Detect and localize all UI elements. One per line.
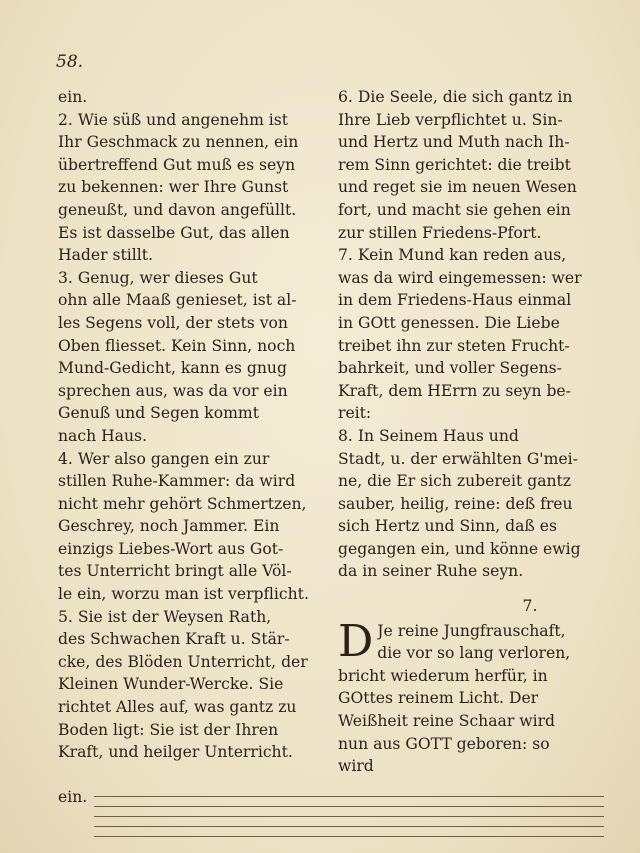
right-column xyxy=(338,86,602,778)
text-line: und Hertz und Muth nach Ih- xyxy=(338,133,570,152)
text-line: fort, und macht sie gehen ein xyxy=(338,200,571,219)
text-line: bahrkeit, und voller Segens- xyxy=(338,359,562,378)
hymn-line: Je reine Jungfrauschaft, xyxy=(377,621,566,640)
text-line: rem Sinn gerichtet: die treibt xyxy=(338,155,571,174)
staff-line xyxy=(94,816,604,817)
hymn-line: wird xyxy=(338,757,374,776)
text-line: richtet Alles auf, was gantz zu xyxy=(58,698,297,717)
text-line: 6. Die Seele, die sich gantz in xyxy=(338,88,573,106)
text-line: Oben fliesset. Kein Sinn, noch xyxy=(58,336,296,355)
text-line: 7. Kein Mund kan reden aus, xyxy=(338,246,567,265)
hymn-line: Weißheit reine Schaar wird xyxy=(338,712,556,731)
hymn-line: nun aus GOTT geboren: so xyxy=(338,734,550,753)
hymn-line: bricht wiederum herfür, in xyxy=(338,666,548,685)
text-line: stillen Ruhe-Kammer: da wird xyxy=(58,472,296,491)
hymn-number: 7. xyxy=(522,597,538,616)
text-line: in dem Friedens-Haus einmal xyxy=(338,291,572,310)
left-column xyxy=(58,86,328,764)
text-line: geneußt, und davon angefüllt. xyxy=(58,200,297,219)
text-line: zu bekennen: wer Ihre Gunst xyxy=(58,178,289,197)
text-line: was da wird eingemessen: wer xyxy=(338,268,582,287)
staff-line xyxy=(94,806,604,807)
text-line: tes Unterricht bringt alle Völ- xyxy=(58,562,292,581)
hymn-text xyxy=(338,615,602,778)
text-line: nicht mehr gehört Schmertzen, xyxy=(58,494,307,513)
text-line: ein. xyxy=(58,88,88,106)
text-line: ohn alle Maaß genieset, ist al- xyxy=(58,291,297,310)
text-line: Geschrey, noch Jammer. Ein xyxy=(58,517,280,536)
staff-line xyxy=(94,796,604,797)
text-line: gegangen ein, und könne ewig xyxy=(338,539,581,558)
text-line: 4. Wer also gangen ein zur xyxy=(58,449,270,468)
text-line: Kraft, und heilger Unterricht. xyxy=(58,743,293,762)
text-line: einzigs Liebes-Wort aus Got- xyxy=(58,539,284,558)
text-line: Genuß und Segen kommt xyxy=(58,404,259,423)
page-number: 58. xyxy=(56,52,84,72)
music-staff xyxy=(58,790,604,840)
text-line: und reget sie im neuen Wesen xyxy=(338,178,577,197)
text-line: 8. In Seinem Haus und xyxy=(338,426,519,445)
drop-cap: D xyxy=(338,615,374,667)
text-line: les Segens voll, der stets von xyxy=(58,313,288,332)
text-line: sich Hertz und Sinn, daß es xyxy=(338,517,558,536)
hymn-line: die vor so lang verloren, xyxy=(377,644,571,663)
text-line: 3. Genug, wer dieses Gut xyxy=(58,268,258,287)
text-line: da in seiner Ruhe seyn. xyxy=(338,562,524,581)
text-line: Ihr Geschmack zu nennen, ein xyxy=(58,133,299,152)
text-line: Kleinen Wunder-Wercke. Sie xyxy=(58,675,284,694)
text-line: reit: xyxy=(338,404,372,423)
text-line: Ihre Lieb verpflichtet u. Sin- xyxy=(338,110,563,129)
hymn-line: GOttes reinem Licht. Der xyxy=(338,689,539,708)
text-line: sauber, heilig, reine: deß freu xyxy=(338,494,573,513)
text-line: le ein, worzu man ist verpflicht. xyxy=(58,585,309,604)
staff-line xyxy=(94,836,604,837)
text-line: Boden ligt: Sie ist der Ihren xyxy=(58,720,279,739)
text-line: sprechen aus, was da vor ein xyxy=(58,381,288,400)
text-line: 5. Sie ist der Weysen Rath, xyxy=(58,607,272,626)
right-column-verses xyxy=(338,86,602,583)
text-line: treibet ihn zur steten Frucht- xyxy=(338,336,570,355)
text-line: cke, des Blöden Unterricht, der xyxy=(58,652,308,671)
text-line: 2. Wie süß und angenehm ist xyxy=(58,110,289,129)
text-line: Stadt, u. der erwählten G'mei- xyxy=(338,449,578,468)
text-line: Mund-Gedicht, kann es gnug xyxy=(58,359,287,378)
text-line: ne, die Er sich zubereit gantz xyxy=(338,472,572,491)
text-line: Hader stillt. xyxy=(58,246,153,265)
staff-lead-text: ein. xyxy=(58,788,88,806)
text-line: nach Haus. xyxy=(58,426,147,445)
text-line: in GOtt genessen. Die Liebe xyxy=(338,313,560,332)
text-line: Es ist dasselbe Gut, das allen xyxy=(58,223,290,242)
staff-line xyxy=(94,826,604,827)
text-line: übertreffend Gut muß es seyn xyxy=(58,155,296,174)
text-line: Kraft, dem HErrn zu seyn be- xyxy=(338,381,571,400)
text-line: des Schwachen Kraft u. Stär- xyxy=(58,630,290,649)
hymn-lines xyxy=(338,615,602,778)
text-line: zur stillen Friedens-Pfort. xyxy=(338,223,542,242)
